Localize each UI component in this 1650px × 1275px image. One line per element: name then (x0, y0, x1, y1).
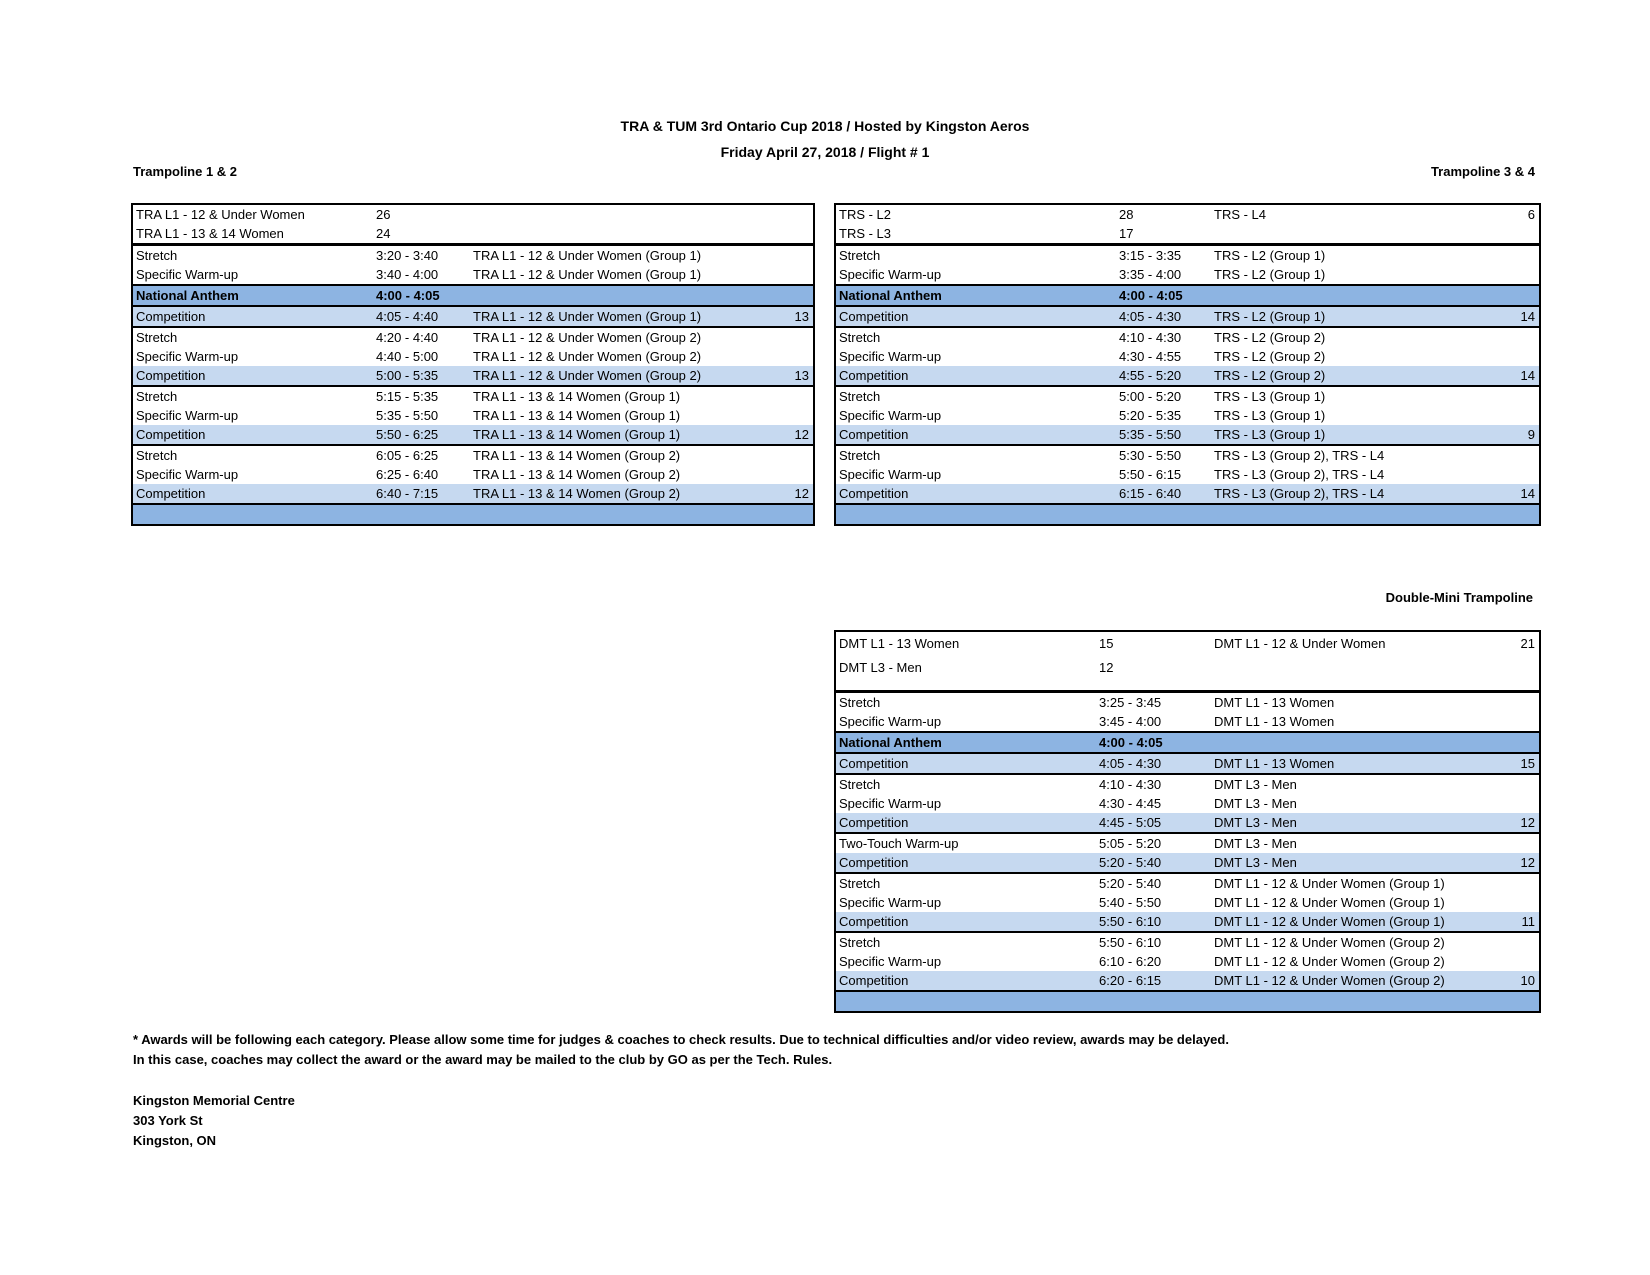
page-title: TRA & TUM 3rd Ontario Cup 2018 / Hosted by Kingston Aeros (620, 118, 1030, 134)
schedule-row (836, 385, 1539, 406)
time-cell: 4:10 - 4:30 (1099, 777, 1162, 792)
schedule-row (836, 813, 1539, 832)
count-cell (1511, 387, 1539, 406)
activity-cell: Specific Warm-up (839, 895, 942, 910)
time-cell: 5:50 - 6:15 (1119, 467, 1182, 482)
count-cell (1511, 224, 1539, 243)
category-cell: TRS - L3 (Group 1) (1214, 408, 1326, 423)
category-cell: DMT L1 - 13 Women (1214, 695, 1335, 710)
category-cell: TRS - L2 (Group 1) (1214, 248, 1326, 263)
table-footer-bar (836, 990, 1539, 1011)
count-cell: 10 (1520, 973, 1535, 988)
time-cell: 5:00 - 5:20 (1119, 389, 1182, 404)
time-cell: 24 (376, 226, 391, 241)
activity-cell: Specific Warm-up (839, 267, 942, 282)
time-cell: 5:00 - 5:35 (376, 368, 439, 383)
category-cell: TRS - L2 (Group 1) (1214, 267, 1326, 282)
activity-cell: Competition (136, 486, 206, 501)
category-cell (470, 286, 773, 305)
count-cell: 12 (794, 427, 809, 442)
schedule-row (836, 912, 1539, 931)
time-cell: 4:30 - 4:45 (1099, 796, 1162, 811)
activity-cell: Stretch (839, 695, 881, 710)
count-cell: 9 (1527, 427, 1535, 442)
category-cell: DMT L1 - 12 & Under Women (Group 1) (1214, 876, 1445, 891)
category-cell: TRA L1 - 12 & Under Women (Group 1) (473, 309, 702, 324)
count-cell: 14 (1520, 486, 1535, 501)
count-cell (773, 406, 813, 425)
count-cell (773, 205, 813, 224)
category-cell: TRS - L2 (Group 2) (1214, 349, 1326, 364)
count-cell (1511, 693, 1539, 712)
summary-row (133, 224, 813, 243)
activity-cell: Competition (839, 815, 909, 830)
count-cell (773, 286, 813, 305)
schedule-row (133, 465, 813, 484)
time-cell: 3:35 - 4:00 (1119, 267, 1182, 282)
count-cell: 12 (1520, 815, 1535, 830)
count-cell (1511, 328, 1539, 347)
activity-cell: Stretch (839, 330, 881, 345)
count-cell (773, 224, 813, 243)
time-cell: 5:50 - 6:25 (376, 427, 439, 442)
activity-cell: Stretch (839, 935, 881, 950)
category-cell (1211, 733, 1511, 752)
category-cell: TRA L1 - 13 & 14 Women (Group 2) (473, 448, 681, 463)
category-cell: TRA L1 - 12 & Under Women (Group 2) (473, 368, 702, 383)
schedule-row (133, 406, 813, 425)
category-cell: TRS - L2 (Group 2) (1214, 368, 1326, 383)
activity-cell: TRS - L2 (839, 207, 892, 222)
category-cell: TRA L1 - 12 & Under Women (Group 1) (473, 267, 702, 282)
time-cell: 5:35 - 5:50 (1119, 427, 1182, 442)
category-cell (1211, 656, 1511, 680)
schedule-row (836, 284, 1539, 305)
time-cell: 4:40 - 5:00 (376, 349, 439, 364)
schedule-double-mini (834, 630, 1541, 1013)
label-trampoline-1-2: Trampoline 1 & 2 (133, 164, 238, 179)
address-line: Kingston, ON (133, 1133, 217, 1148)
category-cell: DMT L3 - Men (1214, 855, 1297, 870)
count-cell: 12 (1520, 855, 1535, 870)
activity-cell: Stretch (839, 777, 881, 792)
category-cell: TRS - L3 (Group 2), TRS - L4 (1214, 448, 1385, 463)
time-cell: 4:10 - 4:30 (1119, 330, 1182, 345)
time-cell: 3:15 - 3:35 (1119, 248, 1182, 263)
category-cell: DMT L3 - Men (1214, 815, 1297, 830)
note-line: In this case, coaches may collect the award or the award may be mailed to the club by GO as per the Tech. Rules. (133, 1052, 833, 1067)
count-cell (773, 265, 813, 284)
count-cell (1511, 712, 1539, 731)
activity-cell: Specific Warm-up (136, 349, 239, 364)
awards-notes (133, 1030, 1229, 1070)
count-cell (1511, 775, 1539, 794)
count-cell (773, 246, 813, 265)
time-cell: 4:55 - 5:20 (1119, 368, 1182, 383)
activity-cell: Specific Warm-up (839, 954, 942, 969)
activity-cell: Competition (839, 914, 909, 929)
address-line: Kingston Memorial Centre (133, 1093, 295, 1108)
schedule-row (836, 347, 1539, 366)
activity-cell: Specific Warm-up (839, 796, 942, 811)
category-cell: DMT L1 - 12 & Under Women (Group 1) (1214, 914, 1445, 929)
category-cell (1211, 286, 1511, 305)
count-cell: 6 (1527, 207, 1535, 222)
schedule-trampoline-1-2 (131, 203, 815, 526)
schedule-row (836, 243, 1539, 265)
category-cell: DMT L1 - 12 & Under Women (1214, 636, 1386, 651)
time-cell: 6:10 - 6:20 (1099, 954, 1162, 969)
count-cell (773, 387, 813, 406)
count-cell (1511, 952, 1539, 971)
time-cell: 6:20 - 6:15 (1099, 973, 1162, 988)
schedule-row (836, 872, 1539, 893)
activity-cell: Competition (136, 368, 206, 383)
activity-cell: Competition (136, 309, 206, 324)
schedule-row (836, 305, 1539, 326)
count-cell: 12 (794, 486, 809, 501)
category-cell: DMT L1 - 12 & Under Women (Group 2) (1214, 954, 1445, 969)
schedule-row (133, 444, 813, 465)
count-cell (1511, 265, 1539, 284)
activity-cell: Stretch (136, 248, 178, 263)
summary-row (836, 656, 1539, 680)
activity-cell: National Anthem (839, 288, 942, 303)
activity-cell: Two-Touch Warm-up (839, 836, 959, 851)
category-cell: TRS - L2 (Group 2) (1214, 330, 1326, 345)
activity-cell: Stretch (839, 876, 881, 891)
time-cell: 4:00 - 4:05 (376, 288, 440, 303)
time-cell: 3:40 - 4:00 (376, 267, 439, 282)
count-cell (1511, 834, 1539, 853)
category-cell: TRS - L3 (Group 2), TRS - L4 (1214, 486, 1385, 501)
time-cell: 3:25 - 3:45 (1099, 695, 1162, 710)
activity-cell: National Anthem (136, 288, 239, 303)
schedule-row (836, 794, 1539, 813)
activity-cell: Competition (839, 427, 909, 442)
activity-cell: Specific Warm-up (136, 408, 239, 423)
category-cell (470, 205, 773, 224)
activity-cell: DMT L3 - Men (839, 660, 922, 675)
activity-cell: TRA L1 - 12 & Under Women (136, 207, 305, 222)
activity-cell: Specific Warm-up (839, 714, 942, 729)
summary-row (836, 224, 1539, 243)
time-cell: 5:50 - 6:10 (1099, 914, 1162, 929)
summary-row (836, 632, 1539, 656)
time-cell: 6:40 - 7:15 (376, 486, 439, 501)
count-cell: 14 (1520, 309, 1535, 324)
time-cell: 4:45 - 5:05 (1099, 815, 1162, 830)
time-cell: 15 (1099, 636, 1114, 651)
time-cell: 4:05 - 4:40 (376, 309, 439, 324)
schedule-row (836, 931, 1539, 952)
category-cell: DMT L3 - Men (1214, 796, 1297, 811)
schedule-trampoline-3-4 (834, 203, 1541, 526)
activity-cell: Stretch (136, 330, 178, 345)
time-cell: 4:30 - 4:55 (1119, 349, 1182, 364)
count-cell (1511, 656, 1539, 680)
activity-cell: Stretch (839, 248, 881, 263)
activity-cell: Specific Warm-up (136, 267, 239, 282)
count-cell (1511, 246, 1539, 265)
schedule-row (836, 712, 1539, 731)
address-line: 303 York St (133, 1113, 203, 1128)
activity-cell: Specific Warm-up (839, 349, 942, 364)
count-cell (1511, 406, 1539, 425)
time-cell: 5:50 - 6:10 (1099, 935, 1162, 950)
label-double-mini: Double-Mini Trampoline (1385, 590, 1533, 605)
category-cell (470, 224, 773, 243)
count-cell (773, 465, 813, 484)
table-footer-bar (836, 503, 1539, 524)
schedule-row (133, 305, 813, 326)
time-cell: 4:20 - 4:40 (376, 330, 439, 345)
activity-cell: Competition (839, 973, 909, 988)
schedule-row (836, 971, 1539, 990)
count-cell: 14 (1520, 368, 1535, 383)
schedule-row (836, 773, 1539, 794)
category-cell: TRS - L2 (Group 1) (1214, 309, 1326, 324)
activity-cell: TRS - L3 (839, 226, 892, 241)
category-cell: DMT L1 - 12 & Under Women (Group 2) (1214, 935, 1445, 950)
time-cell: 4:05 - 4:30 (1119, 309, 1182, 324)
time-cell: 5:05 - 5:20 (1099, 836, 1162, 851)
activity-cell: Competition (136, 427, 206, 442)
activity-cell: TRA L1 - 13 & 14 Women (136, 226, 284, 241)
activity-cell: Competition (839, 756, 909, 771)
category-cell: TRA L1 - 13 & 14 Women (Group 2) (473, 486, 681, 501)
category-cell: TRA L1 - 12 & Under Women (Group 2) (473, 349, 702, 364)
time-cell: 5:15 - 5:35 (376, 389, 439, 404)
count-cell (1511, 874, 1539, 893)
time-cell: 17 (1119, 226, 1134, 241)
schedule-row (836, 465, 1539, 484)
time-cell: 5:40 - 5:50 (1099, 895, 1162, 910)
count-cell: 13 (794, 368, 809, 383)
activity-cell: Specific Warm-up (839, 408, 942, 423)
schedule-row (836, 484, 1539, 503)
summary-row (133, 205, 813, 224)
time-cell: 5:30 - 5:50 (1119, 448, 1182, 463)
category-cell: TRS - L3 (Group 1) (1214, 389, 1326, 404)
count-cell (1511, 794, 1539, 813)
schedule-row (836, 444, 1539, 465)
schedule-row (133, 284, 813, 305)
schedule-row (133, 347, 813, 366)
schedule-row (836, 731, 1539, 752)
category-cell: TRS - L3 (Group 1) (1214, 427, 1326, 442)
time-cell: 6:05 - 6:25 (376, 448, 439, 463)
schedule-row (836, 893, 1539, 912)
count-cell: 11 (1521, 914, 1535, 929)
schedule-row (836, 952, 1539, 971)
count-cell (773, 446, 813, 465)
schedule-row (836, 832, 1539, 853)
count-cell (1511, 286, 1539, 305)
count-cell (1511, 347, 1539, 366)
time-cell: 3:45 - 4:00 (1099, 714, 1162, 729)
schedule-row (133, 265, 813, 284)
schedule-row (836, 265, 1539, 284)
schedule-row (133, 326, 813, 347)
activity-cell: Specific Warm-up (839, 467, 942, 482)
schedule-row (836, 366, 1539, 385)
time-cell: 5:20 - 5:40 (1099, 855, 1162, 870)
activity-cell: Competition (839, 855, 909, 870)
category-cell: TRA L1 - 13 & 14 Women (Group 1) (473, 427, 681, 442)
category-cell: DMT L1 - 12 & Under Women (Group 2) (1214, 973, 1445, 988)
time-cell: 3:20 - 3:40 (376, 248, 439, 263)
time-cell: 4:00 - 4:05 (1099, 735, 1163, 750)
category-cell: DMT L3 - Men (1214, 836, 1297, 851)
activity-cell: Stretch (136, 389, 178, 404)
time-cell: 26 (376, 207, 391, 222)
category-cell: DMT L1 - 12 & Under Women (Group 1) (1214, 895, 1445, 910)
count-cell (773, 328, 813, 347)
activity-cell: Competition (839, 486, 909, 501)
page-subtitle: Friday April 27, 2018 / Flight # 1 (720, 144, 930, 160)
schedule-row (133, 366, 813, 385)
note-line: * Awards will be following each category. Please allow some time for judges & coaches to check results. Due to technical difficulties and/or video review, awards may be delayed. (133, 1032, 1229, 1047)
schedule-row (836, 752, 1539, 773)
schedule-row (836, 853, 1539, 872)
summary-spacer (836, 680, 1539, 690)
time-cell: 5:20 - 5:40 (1099, 876, 1162, 891)
activity-cell: Stretch (839, 389, 881, 404)
activity-cell: DMT L1 - 13 Women (839, 636, 960, 651)
label-trampoline-3-4: Trampoline 3 & 4 (1430, 164, 1535, 179)
count-cell (1511, 893, 1539, 912)
time-cell: 12 (1099, 660, 1114, 675)
count-cell (773, 347, 813, 366)
category-cell: TRS - L3 (Group 2), TRS - L4 (1214, 467, 1385, 482)
category-cell (1211, 224, 1511, 243)
time-cell: 4:00 - 4:05 (1119, 288, 1183, 303)
activity-cell: Stretch (839, 448, 881, 463)
count-cell (1511, 465, 1539, 484)
activity-cell: National Anthem (839, 735, 942, 750)
time-cell: 28 (1119, 207, 1134, 222)
schedule-row (836, 326, 1539, 347)
table-footer-bar (133, 503, 813, 524)
count-cell (1511, 933, 1539, 952)
schedule-row (836, 425, 1539, 444)
category-cell: TRA L1 - 13 & 14 Women (Group 1) (473, 389, 681, 404)
schedule-row (133, 243, 813, 265)
time-cell: 6:15 - 6:40 (1119, 486, 1182, 501)
venue-address (133, 1091, 295, 1151)
category-cell: TRA L1 - 13 & 14 Women (Group 1) (473, 408, 681, 423)
activity-cell: Stretch (136, 448, 178, 463)
time-cell: 4:05 - 4:30 (1099, 756, 1162, 771)
category-cell: DMT L3 - Men (1214, 777, 1297, 792)
schedule-row (836, 406, 1539, 425)
schedule-row (133, 385, 813, 406)
category-cell: TRA L1 - 13 & 14 Women (Group 2) (473, 467, 681, 482)
count-cell: 13 (794, 309, 809, 324)
activity-cell: Competition (839, 368, 909, 383)
schedule-row (836, 690, 1539, 712)
category-cell: DMT L1 - 13 Women (1214, 756, 1335, 771)
schedule-row (133, 425, 813, 444)
summary-row (836, 205, 1539, 224)
time-cell: 5:20 - 5:35 (1119, 408, 1182, 423)
category-cell: DMT L1 - 13 Women (1214, 714, 1335, 729)
activity-cell: Competition (839, 309, 909, 324)
category-cell: TRS - L4 (1214, 207, 1267, 222)
schedule-row (133, 484, 813, 503)
count-cell (1511, 733, 1539, 752)
time-cell: 6:25 - 6:40 (376, 467, 439, 482)
activity-cell: Specific Warm-up (136, 467, 239, 482)
time-cell: 5:35 - 5:50 (376, 408, 439, 423)
category-cell: TRA L1 - 12 & Under Women (Group 2) (473, 330, 702, 345)
count-cell: 21 (1520, 636, 1535, 651)
category-cell: TRA L1 - 12 & Under Women (Group 1) (473, 248, 702, 263)
count-cell (1511, 446, 1539, 465)
count-cell: 15 (1520, 756, 1535, 771)
